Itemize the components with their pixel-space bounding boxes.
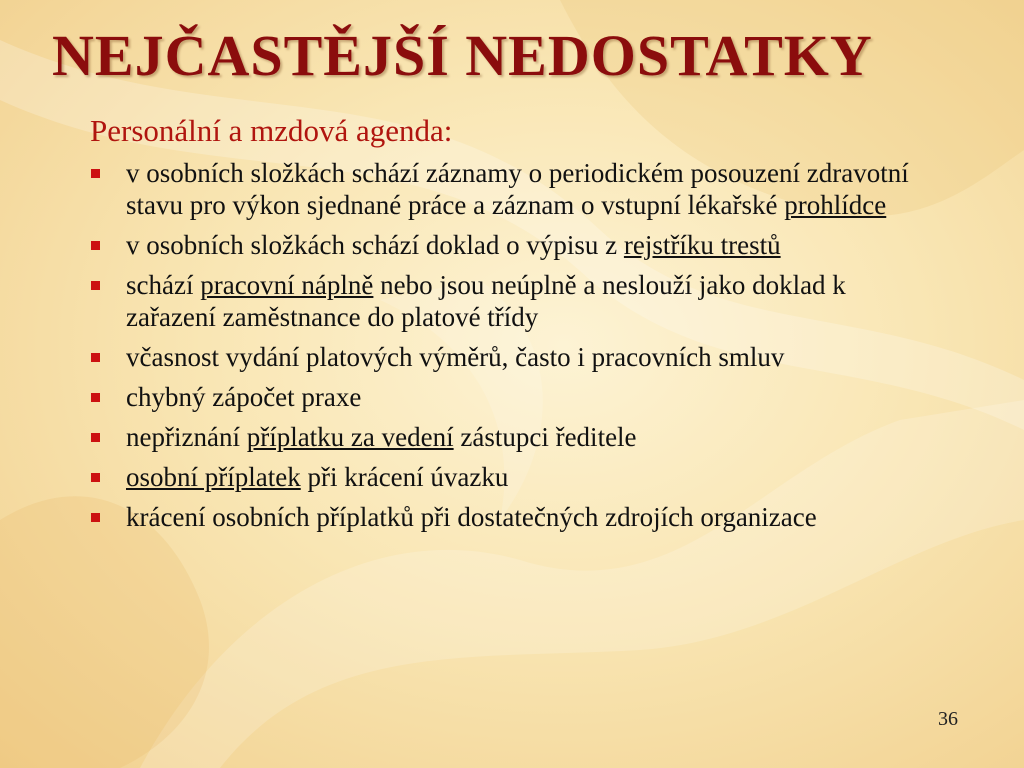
bullet-text: nebo jsou neúplně a neslouží jako doklad k zařazení zaměstnance do platové třídy <box>126 270 846 332</box>
bullet-text: zástupci ředitele <box>453 422 637 452</box>
bullet-item <box>88 157 918 221</box>
bullet-text: krácení osobních příplatků při dostatečných zdrojích organizace <box>126 502 817 532</box>
square-bullet-icon <box>91 281 100 290</box>
square-bullet-icon <box>91 473 100 482</box>
square-bullet-icon <box>91 241 100 250</box>
square-bullet-icon <box>91 353 100 362</box>
bullet-item <box>88 269 918 333</box>
underlined-term: prohlídce <box>784 190 887 220</box>
underlined-term: osobní příplatek <box>126 462 301 492</box>
bullet-item <box>88 341 918 373</box>
bullet-list <box>88 157 918 541</box>
underlined-term: příplatku za vedení <box>246 422 454 452</box>
page-number: 36 <box>938 708 958 730</box>
slide-subtitle: Personální a mzdová agenda: <box>90 113 453 148</box>
bullet-text: v osobních složkách schází záznamy o periodickém posouzení zdravotní stavu pro výkon sjednané práce a záznam o vstupní lékařské <box>126 158 909 220</box>
square-bullet-icon <box>91 433 100 442</box>
square-bullet-icon <box>91 169 100 178</box>
bullet-item <box>88 381 918 413</box>
bullet-item <box>88 421 918 453</box>
bullet-item <box>88 461 918 493</box>
underlined-term: pracovní náplně <box>200 270 374 300</box>
bullet-text: při krácení úvazku <box>300 462 509 492</box>
square-bullet-icon <box>91 513 100 522</box>
underlined-term: rejstříku trestů <box>623 230 781 260</box>
bullet-text: nepřiznání <box>126 422 247 452</box>
bullet-text: včasnost vydání platových výměrů, často i pracovních smluv <box>126 342 785 372</box>
bullet-text: schází <box>126 270 201 300</box>
bullet-text: chybný zápočet praxe <box>126 382 362 412</box>
bullet-text: v osobních složkách schází doklad o výpisu z <box>126 230 624 260</box>
slide-title: NEJČASTĚJŠÍ NEDOSTATKY <box>52 23 873 88</box>
square-bullet-icon <box>91 393 100 402</box>
bullet-item <box>88 229 918 261</box>
bullet-item <box>88 501 918 533</box>
